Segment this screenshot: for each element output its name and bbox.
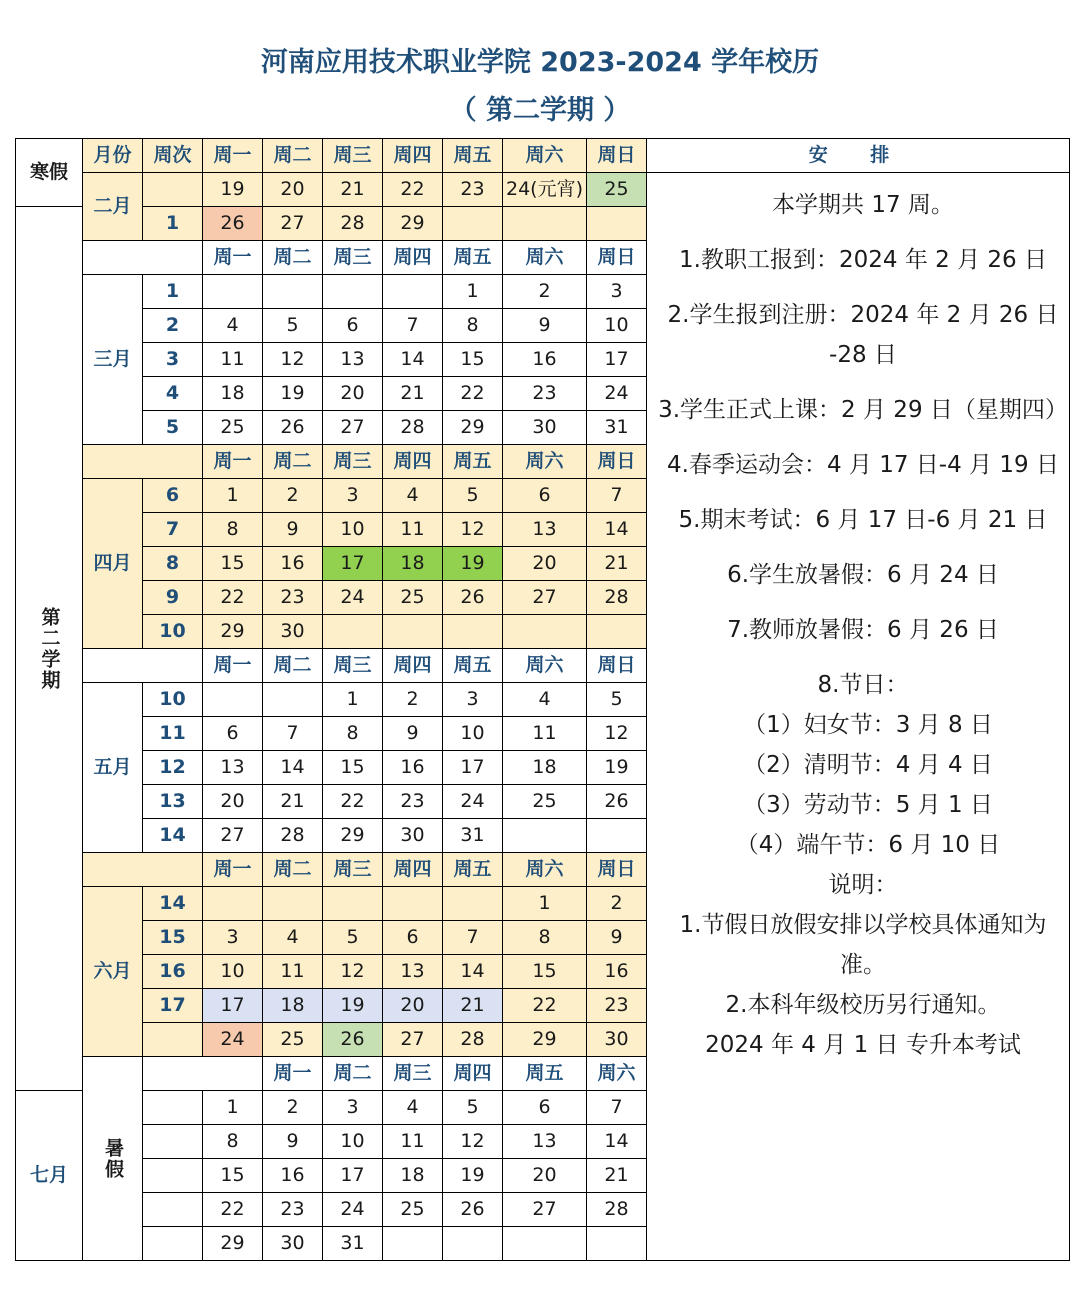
- day-cell: 2: [587, 887, 647, 921]
- week-number: 5: [143, 411, 203, 445]
- month-label: 七月: [16, 1091, 83, 1261]
- weekday-header: 周四: [383, 853, 443, 887]
- day-cell: 2: [263, 479, 323, 513]
- day-cell: [587, 819, 647, 853]
- day-cell: 13: [203, 751, 263, 785]
- week-number: 1: [143, 275, 203, 309]
- day-cell: [203, 275, 263, 309]
- week-number: 16: [143, 955, 203, 989]
- day-cell: 12: [443, 513, 503, 547]
- day-cell: 18: [263, 989, 323, 1023]
- weekday-header: 周三: [323, 139, 383, 173]
- day-cell: 12: [263, 343, 323, 377]
- week-number: 12: [143, 751, 203, 785]
- page-subtitle: （ 第二学期 ）: [449, 95, 631, 126]
- day-cell: 19: [323, 989, 383, 1023]
- arrangement-item: （1）妇女节：3 月 8 日: [743, 712, 993, 738]
- day-cell: 24: [323, 581, 383, 615]
- arrangement-item: （3）劳动节：5 月 1 日: [743, 792, 993, 818]
- day-cell: 21: [587, 547, 647, 581]
- day-cell: 31: [323, 1227, 383, 1261]
- day-cell: [203, 887, 263, 921]
- day-cell: 12: [587, 717, 647, 751]
- day-cell: 1: [503, 887, 587, 921]
- day-cell: 27: [263, 207, 323, 241]
- day-cell: 9: [383, 717, 443, 751]
- weekday-header: 周二: [263, 853, 323, 887]
- day-cell: 21: [323, 173, 383, 207]
- day-cell: [323, 275, 383, 309]
- spacer-cell: [83, 649, 203, 683]
- day-cell: 14: [587, 513, 647, 547]
- week-number: 10: [143, 615, 203, 649]
- day-cell: 24: [443, 785, 503, 819]
- summer-label: 暑假: [83, 1057, 143, 1261]
- arrangement-item: 7.教师放暑假：6 月 26 日: [727, 617, 999, 643]
- week-number: 8: [143, 547, 203, 581]
- day-cell: 5: [323, 921, 383, 955]
- day-cell: [443, 207, 503, 241]
- day-cell: 21: [263, 785, 323, 819]
- week-number: 13: [143, 785, 203, 819]
- day-cell: 15: [503, 955, 587, 989]
- day-cell: 13: [503, 1125, 587, 1159]
- day-cell: 28: [323, 207, 383, 241]
- week-number: [143, 173, 203, 207]
- day-cell: 21: [443, 989, 503, 1023]
- arrangement-item: 2024 年 4 月 1 日 专升本考试: [705, 1032, 1021, 1058]
- weekday-header: 周四: [383, 649, 443, 683]
- weekday-header: 周六: [503, 445, 587, 479]
- day-cell: 7: [383, 309, 443, 343]
- day-cell: 25: [587, 173, 647, 207]
- day-cell: [263, 275, 323, 309]
- day-cell: 13: [383, 955, 443, 989]
- day-cell: [383, 887, 443, 921]
- day-cell: 28: [587, 581, 647, 615]
- weekday-header: 周四: [383, 139, 443, 173]
- day-cell: 7: [263, 717, 323, 751]
- table-row: [16, 139, 1070, 173]
- week-number: 14: [143, 887, 203, 921]
- day-cell: 29: [383, 207, 443, 241]
- day-cell: [587, 1227, 647, 1261]
- day-cell: 23: [587, 989, 647, 1023]
- week-number: 17: [143, 989, 203, 1023]
- arrangement-item: 1.教职工报到：2024 年 2 月 26 日: [679, 247, 1047, 273]
- page-title: 河南应用技术职业学院 2023-2024 学年校历: [260, 47, 820, 78]
- day-cell: 20: [383, 989, 443, 1023]
- arrangement-panel: [647, 173, 1070, 1261]
- arrangement-item: 4.春季运动会：4 月 17 日-4 月 19 日: [667, 452, 1059, 478]
- day-cell: 27: [383, 1023, 443, 1057]
- day-cell: 5: [443, 479, 503, 513]
- day-cell: 30: [263, 615, 323, 649]
- day-cell: 17: [203, 989, 263, 1023]
- day-cell: 22: [443, 377, 503, 411]
- day-cell: 16: [503, 343, 587, 377]
- day-cell: 7: [587, 479, 647, 513]
- weekday-header: 周三: [383, 1057, 443, 1091]
- day-cell: 16: [587, 955, 647, 989]
- day-cell: 29: [503, 1023, 587, 1057]
- weekday-header: 周一: [203, 241, 263, 275]
- day-cell: [323, 615, 383, 649]
- day-cell: 13: [503, 513, 587, 547]
- weekday-header: 周三: [323, 445, 383, 479]
- weekday-header: 周一: [203, 649, 263, 683]
- day-cell: 25: [383, 1193, 443, 1227]
- day-cell: 26: [323, 1023, 383, 1057]
- weekday-header: 周五: [503, 1057, 587, 1091]
- day-cell: 1: [203, 479, 263, 513]
- arrangement-item: 1.节假日放假安排以学校具体通知为准。: [679, 912, 1047, 978]
- day-cell: 26: [263, 411, 323, 445]
- day-cell: 10: [587, 309, 647, 343]
- arrangement-item: （2）清明节：4 月 4 日: [743, 752, 993, 778]
- day-cell: 5: [587, 683, 647, 717]
- day-cell: 1: [323, 683, 383, 717]
- day-cell: 8: [503, 921, 587, 955]
- day-cell: 25: [383, 581, 443, 615]
- week-number: [143, 1227, 203, 1261]
- week-number: [143, 1091, 203, 1125]
- day-cell: [443, 887, 503, 921]
- week-number: [143, 1159, 203, 1193]
- day-cell: 19: [263, 377, 323, 411]
- day-cell: 19: [587, 751, 647, 785]
- spacer-cell: [83, 853, 203, 887]
- day-cell: 3: [323, 1091, 383, 1125]
- weekday-header: 周六: [503, 241, 587, 275]
- day-cell: [503, 207, 587, 241]
- day-cell: 15: [203, 1159, 263, 1193]
- day-cell: 19: [443, 547, 503, 581]
- day-cell: 20: [503, 1159, 587, 1193]
- day-cell: 22: [383, 173, 443, 207]
- day-cell: 14: [587, 1125, 647, 1159]
- day-cell: 27: [503, 581, 587, 615]
- day-cell: [383, 1227, 443, 1261]
- month-header: 月份: [83, 139, 143, 173]
- day-cell: 14: [383, 343, 443, 377]
- day-cell: 24: [587, 377, 647, 411]
- weekday-header: 周三: [323, 649, 383, 683]
- day-cell: 17: [443, 751, 503, 785]
- weekday-header: 周六: [503, 649, 587, 683]
- week-number: 10: [143, 683, 203, 717]
- day-cell: 29: [203, 615, 263, 649]
- arrangement-item: 5.期末考试：6 月 17 日-6 月 21 日: [678, 507, 1048, 533]
- day-cell: [587, 207, 647, 241]
- day-cell: [503, 615, 587, 649]
- day-cell: 27: [323, 411, 383, 445]
- day-cell: 19: [443, 1159, 503, 1193]
- day-cell: 2: [503, 275, 587, 309]
- day-cell: 23: [263, 581, 323, 615]
- day-cell: 18: [203, 377, 263, 411]
- day-cell: 4: [383, 1091, 443, 1125]
- weekday-header: 周日: [587, 649, 647, 683]
- day-cell: 8: [323, 717, 383, 751]
- weekday-header: 周六: [503, 139, 587, 173]
- week-number: 4: [143, 377, 203, 411]
- weekday-header: 周五: [443, 139, 503, 173]
- day-cell: 3: [203, 921, 263, 955]
- day-cell: 15: [203, 547, 263, 581]
- weekday-header: 周日: [587, 139, 647, 173]
- day-cell: [587, 615, 647, 649]
- weekday-header: 周二: [263, 445, 323, 479]
- day-cell: 9: [503, 309, 587, 343]
- day-cell: 23: [263, 1193, 323, 1227]
- day-cell: 10: [443, 717, 503, 751]
- day-cell: 17: [323, 547, 383, 581]
- day-cell: 21: [587, 1159, 647, 1193]
- winter-label: 寒假: [16, 139, 83, 207]
- day-cell: 12: [323, 955, 383, 989]
- day-cell: 6: [323, 309, 383, 343]
- day-cell: 5: [443, 1091, 503, 1125]
- day-cell: 9: [263, 1125, 323, 1159]
- day-cell: [263, 887, 323, 921]
- day-cell: [203, 683, 263, 717]
- day-cell: 11: [203, 343, 263, 377]
- weekday-header: 周一: [263, 1057, 323, 1091]
- day-cell: 29: [323, 819, 383, 853]
- day-cell: 12: [443, 1125, 503, 1159]
- day-cell: 26: [443, 1193, 503, 1227]
- day-cell: 28: [443, 1023, 503, 1057]
- day-cell: [383, 615, 443, 649]
- day-cell: 1: [203, 1091, 263, 1125]
- weekday-header: 周一: [203, 139, 263, 173]
- week-number: 6: [143, 479, 203, 513]
- day-cell: 3: [443, 683, 503, 717]
- day-cell: 8: [443, 309, 503, 343]
- day-cell: 30: [383, 819, 443, 853]
- weekday-header: 周一: [203, 853, 263, 887]
- day-cell: 11: [263, 955, 323, 989]
- day-cell: 6: [503, 479, 587, 513]
- day-cell: 16: [263, 1159, 323, 1193]
- day-cell: 18: [383, 547, 443, 581]
- weekday-header: 周五: [443, 649, 503, 683]
- day-cell: [443, 615, 503, 649]
- arrangement-item: 6.学生放暑假：6 月 24 日: [727, 562, 999, 588]
- day-cell: 4: [503, 683, 587, 717]
- day-cell: 15: [443, 343, 503, 377]
- arrangement-header: 安 排: [647, 139, 1070, 173]
- day-cell: 6: [203, 717, 263, 751]
- day-cell: 11: [383, 513, 443, 547]
- day-cell: 24: [203, 1023, 263, 1057]
- day-cell: 4: [263, 921, 323, 955]
- day-cell: 9: [263, 513, 323, 547]
- day-cell: 14: [443, 955, 503, 989]
- month-label: 三月: [83, 275, 143, 445]
- day-cell: 21: [383, 377, 443, 411]
- day-cell: 16: [263, 547, 323, 581]
- day-cell: 17: [323, 1159, 383, 1193]
- day-cell: [503, 819, 587, 853]
- day-cell: 22: [203, 1193, 263, 1227]
- day-cell: 22: [323, 785, 383, 819]
- day-cell: 3: [323, 479, 383, 513]
- day-cell: [323, 887, 383, 921]
- week-number: [143, 1125, 203, 1159]
- weekday-header: 周四: [443, 1057, 503, 1091]
- week-number: [143, 1193, 203, 1227]
- day-cell: 19: [203, 173, 263, 207]
- day-cell: 25: [503, 785, 587, 819]
- day-cell: 18: [503, 751, 587, 785]
- day-cell: 10: [323, 1125, 383, 1159]
- day-cell: [383, 275, 443, 309]
- weekday-header: 周一: [203, 445, 263, 479]
- week-number: 9: [143, 581, 203, 615]
- day-cell: 2: [263, 1091, 323, 1125]
- weekday-header: 周三: [323, 241, 383, 275]
- day-cell: 14: [263, 751, 323, 785]
- semester-label: 第二学期: [16, 207, 83, 1091]
- weekday-header: 周五: [443, 445, 503, 479]
- weekday-header: 周日: [587, 241, 647, 275]
- day-cell: 8: [203, 1125, 263, 1159]
- day-cell: 28: [587, 1193, 647, 1227]
- day-cell: 2: [383, 683, 443, 717]
- day-cell: 1: [443, 275, 503, 309]
- arrangement-item: （4）端午节：6 月 10 日: [735, 832, 1001, 858]
- day-cell: 10: [323, 513, 383, 547]
- table-row: [16, 173, 1070, 207]
- day-cell: 30: [263, 1227, 323, 1261]
- day-cell: 8: [203, 513, 263, 547]
- day-cell: 5: [263, 309, 323, 343]
- day-cell: 16: [383, 751, 443, 785]
- day-cell: 15: [323, 751, 383, 785]
- spacer-cell: [83, 445, 203, 479]
- day-cell: 23: [443, 173, 503, 207]
- day-cell: 26: [203, 207, 263, 241]
- day-cell: 17: [587, 343, 647, 377]
- weekday-header: 周三: [323, 853, 383, 887]
- day-cell: 28: [383, 411, 443, 445]
- day-cell: 27: [503, 1193, 587, 1227]
- day-cell: 25: [203, 411, 263, 445]
- day-cell: 4: [383, 479, 443, 513]
- weekday-header: 周二: [323, 1057, 383, 1091]
- spacer-cell: [143, 1057, 263, 1091]
- day-cell: [503, 1227, 587, 1261]
- arrangement-item: 2.本科年级校历另行通知。: [725, 992, 1001, 1018]
- day-cell: 7: [587, 1091, 647, 1125]
- day-cell: 4: [203, 309, 263, 343]
- weekday-header: 周四: [383, 241, 443, 275]
- day-cell: 20: [263, 173, 323, 207]
- day-cell: 27: [203, 819, 263, 853]
- day-cell: 30: [503, 411, 587, 445]
- month-label: 五月: [83, 683, 143, 853]
- day-cell: 20: [503, 547, 587, 581]
- day-cell: 22: [203, 581, 263, 615]
- week-number: 14: [143, 819, 203, 853]
- week-number: [143, 1023, 203, 1057]
- day-cell: 11: [383, 1125, 443, 1159]
- day-cell: 3: [587, 275, 647, 309]
- arrangement-item: 说明：: [828, 872, 898, 898]
- day-cell: 22: [503, 989, 587, 1023]
- weekday-header: 周六: [587, 1057, 647, 1091]
- day-cell: 13: [323, 343, 383, 377]
- weekday-header: 周六: [503, 853, 587, 887]
- day-cell: 28: [263, 819, 323, 853]
- day-cell: 31: [443, 819, 503, 853]
- week-number: 1: [143, 207, 203, 241]
- day-cell: 30: [587, 1023, 647, 1057]
- month-label: 六月: [83, 887, 143, 1057]
- day-cell: 11: [503, 717, 587, 751]
- day-cell: 26: [443, 581, 503, 615]
- day-cell: 29: [203, 1227, 263, 1261]
- arrangement-item: 2.学生报到注册：2024 年 2 月 26 日 -28 日: [667, 302, 1059, 368]
- weekday-header: 周二: [263, 139, 323, 173]
- weekday-header: 周二: [263, 241, 323, 275]
- day-cell: 29: [443, 411, 503, 445]
- arrangement-item: 3.学生正式上课：2 月 29 日（星期四）: [658, 397, 1068, 423]
- day-cell: 24: [323, 1193, 383, 1227]
- day-cell: 25: [263, 1023, 323, 1057]
- day-cell: [263, 683, 323, 717]
- day-cell: 23: [503, 377, 587, 411]
- week-number: 7: [143, 513, 203, 547]
- weekday-header: 周五: [443, 853, 503, 887]
- day-cell: 20: [203, 785, 263, 819]
- week-number: 2: [143, 309, 203, 343]
- day-cell: 18: [383, 1159, 443, 1193]
- day-cell: 26: [587, 785, 647, 819]
- day-cell: 31: [587, 411, 647, 445]
- week-number: 3: [143, 343, 203, 377]
- day-cell: 10: [203, 955, 263, 989]
- day-cell: [443, 1227, 503, 1261]
- week-number: 15: [143, 921, 203, 955]
- week-header: 周次: [143, 139, 203, 173]
- month-label: 二月: [83, 173, 143, 241]
- weekday-header: 周四: [383, 445, 443, 479]
- day-cell: 6: [383, 921, 443, 955]
- day-cell: 6: [503, 1091, 587, 1125]
- week-number: 11: [143, 717, 203, 751]
- arrangement-item: 8.节日：: [817, 672, 909, 698]
- day-cell: 23: [383, 785, 443, 819]
- weekday-header: 周日: [587, 853, 647, 887]
- weekday-header: 周日: [587, 445, 647, 479]
- day-cell: 20: [323, 377, 383, 411]
- weekday-header: 周五: [443, 241, 503, 275]
- day-cell: 9: [587, 921, 647, 955]
- spacer-cell: [83, 241, 203, 275]
- day-cell: 7: [443, 921, 503, 955]
- day-cell: 24(元宵): [503, 173, 587, 207]
- calendar-table: [15, 138, 1070, 1261]
- arrangement-item: 本学期共 17 周。: [772, 192, 954, 218]
- month-label: 四月: [83, 479, 143, 649]
- weekday-header: 周二: [263, 649, 323, 683]
